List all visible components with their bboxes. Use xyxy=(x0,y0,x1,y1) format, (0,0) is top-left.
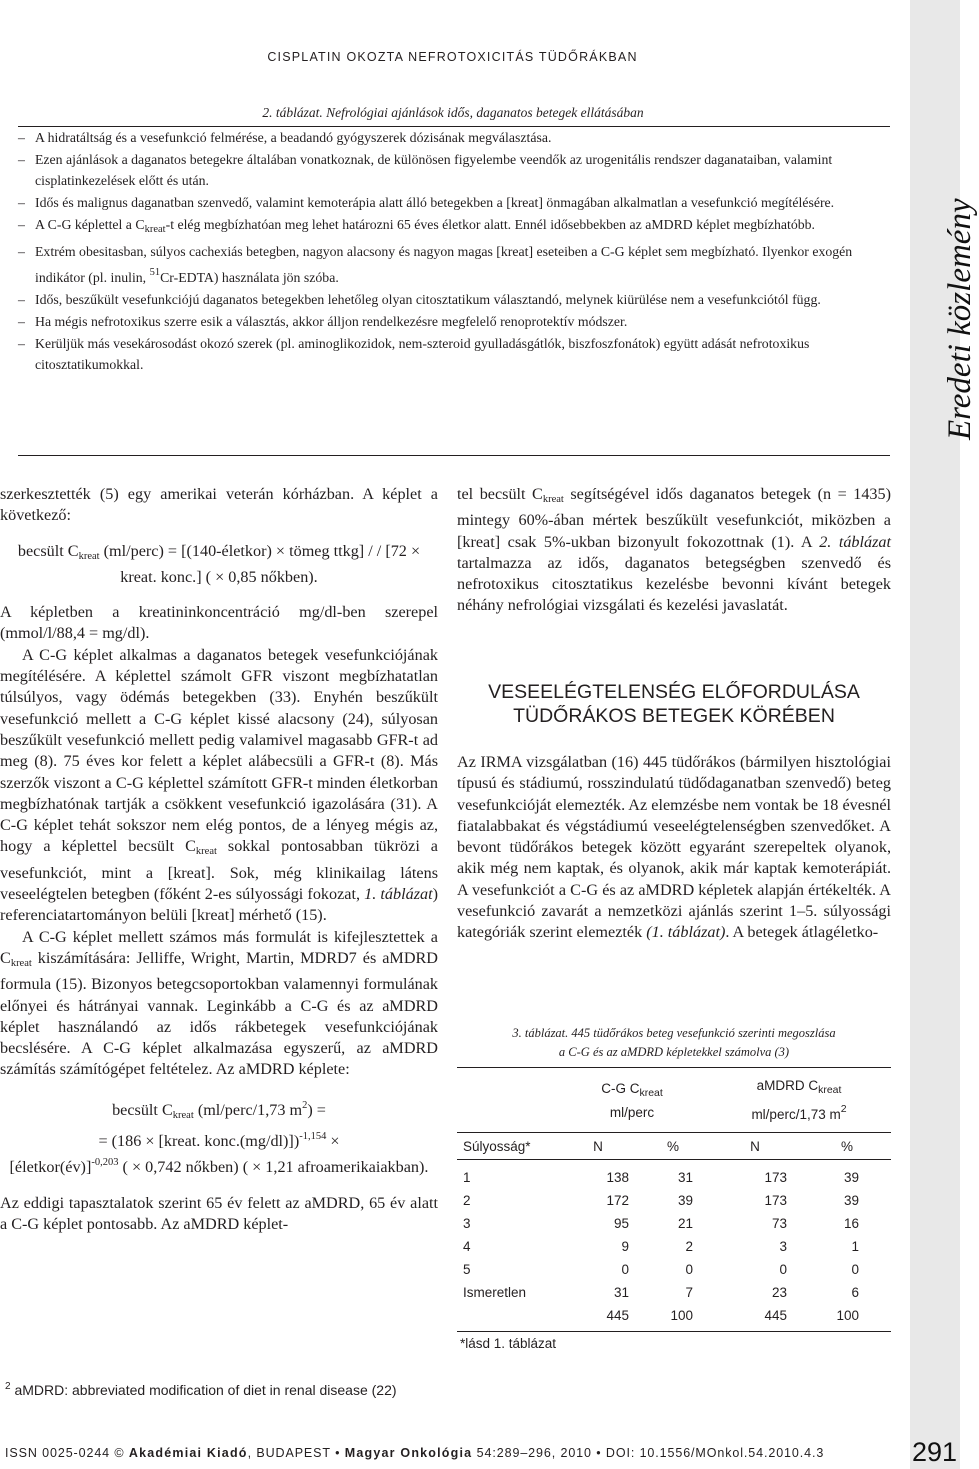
table2-item: – Ha mégis nefrotoxikus szerre esik a választás, akkor álljon rendelkezésre megfelelő renoprotektív módszer. xyxy=(18,311,890,332)
table3-group-header xyxy=(457,1068,891,1133)
paragraph: tel becsült $C_{kreat}$ segítségével idős daganatos betegek (n = 1435) mintegy 60%-ában mértek beszűkült vesefunkciót, miközben a [kreat] csak 5%-ukban bizonyult fokozottnak (1). A 2. táblázat tartalmazza az idős, daganatos betegségben szenvedő és nefrotoxikus citosztatikus kezelésbe bevonni kívánt betegek néhány nefrológiai vizsgálati és kezelési javaslatát. xyxy=(457,485,891,615)
paragraph: A C-G képlet mellett számos más formulát is kifejlesztettek a $C_{kreat}$ kiszámítására: Jelliffe, Wright, Martin, MDRD7 és aMDRD formula (15). Bizonyos betegcsoportokban valamennyi formulának előnyei és hátrányai vannak. Leginkább a C-G és az aMDRD képlet használandó az idős rákbetegek vesefunkciójának becslésére. A C-G képlet alkalmazása egyszerű, az aMDRD számítás számítógépet feltételez. Az aMDRD képlete: xyxy=(0,927,438,1079)
table-cell: 4 xyxy=(463,1239,471,1254)
paragraph: Az eddigi tapasztalatok szerint 65 év felett az aMDRD, 65 év alatt a C-G képlet pontosabb. Az aMDRD képlet- xyxy=(0,1193,438,1233)
table-row xyxy=(457,1235,891,1258)
footnote: $^2$ aMDRD: abbreviated modification of diet in renal disease (22) xyxy=(5,1381,397,1398)
side-label: Eredeti közlemény xyxy=(942,198,978,440)
table3-header: % xyxy=(639,1133,707,1160)
left-column xyxy=(0,484,438,1235)
table-row xyxy=(457,1304,891,1332)
table3-header: Súlyosság* xyxy=(457,1133,557,1160)
table3-caption: 3. táblázat. 445 tüdőrákos beteg vesefunkció szerinti megoszlása a C-G és az aMDRD képletekkel számolva (3) xyxy=(512,1026,836,1059)
right-column-lower xyxy=(457,752,891,944)
table-row xyxy=(457,1189,891,1212)
table3-group-cg: C-G $C_{kreat}$ ml/perc xyxy=(557,1068,707,1133)
table-cell xyxy=(457,1304,557,1332)
table-cell: 2 xyxy=(685,1239,693,1254)
table3-header: N xyxy=(557,1133,639,1160)
table-cell: 39 xyxy=(843,1193,859,1208)
table-cell: Ismeretlen xyxy=(463,1285,527,1300)
table3 xyxy=(457,1067,891,1332)
table-row xyxy=(457,1258,891,1281)
table3-note: *lásd 1. táblázat xyxy=(460,1336,557,1351)
table-cell: 31 xyxy=(613,1285,629,1300)
paragraph: A képletben a kreatininkoncentráció mg/dl-ben szerepel (mmol/l/88,4 = mg/dl). xyxy=(0,603,438,643)
table2-list xyxy=(18,127,890,376)
table2-item: – Idős, beszűkült vesefunkciójú daganatos betegekben lehetőleg olyan citosztatikum választandó, melynek kiürülése nem a vesefunkciótól függ. xyxy=(18,289,890,310)
table-cell: 31 xyxy=(677,1170,693,1185)
table-cell: 100 xyxy=(803,1304,891,1332)
table-cell: 138 xyxy=(606,1170,629,1185)
table-cell: 5 xyxy=(463,1262,471,1277)
table-cell: 0 xyxy=(621,1262,629,1277)
cg-formula: becsült $C_{kreat}$ (ml/perc) = [(140-életkor) × tömeg ttkg] / / [72 × kreat. konc.] ( × 0,85 nőkben). xyxy=(17,541,421,586)
table-cell: 16 xyxy=(843,1216,859,1231)
table-cell: 6 xyxy=(851,1285,859,1300)
table3-header: N xyxy=(707,1133,803,1160)
table-cell: 7 xyxy=(685,1285,693,1300)
table2-item: – Extrém obesitasban, súlyos cachexiás betegben, nagyon alacsony és nagyon magas [kreat] eseteiben a C-G képlet sem megbízható. Ilyenkor exogén indikátor (pl. inulin, $^{51}$Cr-EDTA) használata jön szóba. xyxy=(18,241,890,288)
table3-group-amdrd: aMDRD $C_{kreat}$ ml/perc/1,73 $m^2$ xyxy=(707,1068,891,1133)
table-cell: 173 xyxy=(764,1193,787,1208)
table-cell: 0 xyxy=(851,1262,859,1277)
table-cell: 9 xyxy=(621,1239,629,1254)
table-row xyxy=(457,1212,891,1235)
table-cell: 1 xyxy=(463,1170,471,1185)
page-number: 291 xyxy=(912,1437,958,1467)
table-cell: 2 xyxy=(463,1193,471,1208)
table2-item: – Ezen ajánlások a daganatos betegekre általában vonatkoznak, de különösen figyelembe veendők az urogenitális rendszer daganataiban, valamint cisplatinkezelések előtt és után. xyxy=(18,149,890,191)
right-column xyxy=(457,484,891,617)
table2-item: – A hidratáltság és a vesefunkció felmérése, a beadandó gyógyszerek dózisának megválasztása. xyxy=(18,127,890,148)
table-cell: 172 xyxy=(606,1193,629,1208)
table3-header: % xyxy=(803,1133,891,1160)
section-heading: VESEELÉGTELENSÉG ELŐFORDULÁSA TÜDŐRÁKOS BETEGEK KÖRÉBEN xyxy=(488,681,860,727)
table2-bottom-rule xyxy=(18,455,890,456)
table2-item: – Idős és malignus daganatban szenvedő, valamint kemoterápia alatt álló betegekben a [kreat] önmagában alkalmatlan a vesefunkció megítélésére. xyxy=(18,192,890,213)
table-cell: 1 xyxy=(851,1239,859,1254)
table-row xyxy=(457,1281,891,1304)
table-cell: 3 xyxy=(779,1239,787,1254)
table-cell: 445 xyxy=(557,1304,639,1332)
table-cell: 0 xyxy=(779,1262,787,1277)
paragraph: Az IRMA vizsgálatban (16) 445 tüdőrákos (bármilyen hisztológiai típusú és stádiumú, rosszindulatú tüdődaganatban szenvedő) beteg vesefunkcióját elemezték. Az elemzésbe nem vontak be 18 évesnél fiatalabbakat és végstádiumú veseelégtelenségben szenvedőket. A bevont tüdőrákos betegek között egyaránt szerepeltek olyanok, akik még nem kaptak, és olyanok, akik már kaptak kemoterápiát. A vesefunkciót a C-G és az aMDRD képletek alapján értékelték. A vesefunkció zavarát a nemzetközi ajánlás szerint 1–5. súlyossági kategóriák szerint elemezték (1. táblázat). A betegek átlagéletko- xyxy=(457,753,891,942)
table-cell: 445 xyxy=(707,1304,803,1332)
table2-item: – Kerüljük más vesekárosodást okozó szerek (pl. aminoglikozidok, nem-szteroid gyulladásgátlók, biszfoszfonátok) együtt adását nefrotoxikus citosztatikumokkal. xyxy=(18,333,890,375)
table2-caption: 2. táblázat. Nefrológiai ajánlások idős, daganatos betegek ellátásában xyxy=(262,105,644,120)
footer: ISSN 0025-0244 © Akadémiai Kiadó, BUDAPEST • Magyar Onkológia 54:289–296, 2010 • DOI: 10.1556/MOnkol.54.2010.4.3 xyxy=(5,1446,825,1460)
table-cell: 3 xyxy=(463,1216,471,1231)
table-cell: 173 xyxy=(764,1170,787,1185)
table-cell: 21 xyxy=(677,1216,693,1231)
table-cell: 0 xyxy=(685,1262,693,1277)
table-cell: 39 xyxy=(677,1193,693,1208)
table-cell: 39 xyxy=(843,1170,859,1185)
amdrd-formula: becsült $C_{kreat}$ (ml/perc/1,73 $m^2$) = = (186 × [kreat. konc.(mg/dl)])$^{-1,154}$ × [életkor(év)]$^{-0,203}$ ( × 0,742 nőkben) ( × 1,21 afroamerikaiakban). xyxy=(9,1099,429,1177)
paragraph: szerkesztették (5) egy amerikai veterán kórházban. A képlet a következő: xyxy=(0,485,438,525)
table-row xyxy=(457,1160,891,1190)
table2-item: – A C-G képlettel a $C_{kreat}-t$ elég megbízhatóan meg lehet határozni 65 éves életkor alatt. Ennél idősebbekben az aMDRD képlet megbízhatóbb. xyxy=(18,214,890,240)
table-cell: 23 xyxy=(771,1285,787,1300)
table-cell: 95 xyxy=(613,1216,629,1231)
table-cell: 100 xyxy=(639,1304,707,1332)
running-head: CISPLATIN OKOZTA NEFROTOXICITÁS TÜDŐRÁKBAN xyxy=(267,50,638,64)
paragraph: A C-G képlet alkalmas a daganatos betegek vesefunkciójának megítélésére. A képlettel számolt GFR viszont megbízhatatlan túlsúlyos, vagy ödémás betegekben (33). Enyhén beszűkült vesefunkció mellett a C-G képlet kissé alacsony (24), súlyosan beszűkült vesefunkció mellett pedig valamivel magasabb GFR-t ad meg (8). 75 éves kor felett a képlet alábecsüli a GFR-t (8). Más szerzők viszont a C-G képlettel számított GFR-t minden életkorban megbízhatónak tartják a csökkent vesefunkció igazolására (31). A C-G képlet tehát sokszor nem elég pontos, de a lényeg mégis az, hogy a képlettel becsült $C_{kreat}$ sokkal pontosabban tükrözi a vesefunkciót, mint a [kreat]. Sok, még klinikailag látens veseelégtelen betegben (főként 2-es súlyossági fokozat, 1. táblázat) referenciatartományon belüli [kreat] mérhető (15). xyxy=(0,645,438,925)
table-cell: 73 xyxy=(771,1216,787,1231)
table3-header-row xyxy=(457,1133,891,1160)
